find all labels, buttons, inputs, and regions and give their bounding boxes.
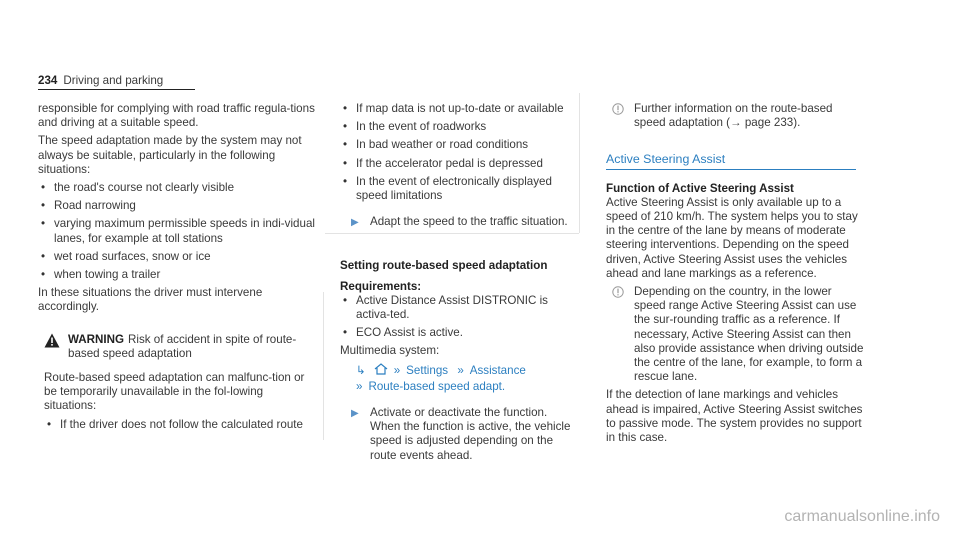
warning-divider [323, 292, 324, 440]
list-item: • when towing a trailer [38, 268, 318, 282]
page-number: 234 [38, 74, 58, 87]
action-step [340, 215, 580, 229]
warning-title: WARNING [68, 332, 125, 346]
paragraph: Active Steering Assist is only available up to a speed of 210 km/h. The system helps you to stay in the centre of the lane by means of moderate steering interventions. Depending on the speed driven, Active Steering Assist uses the vehicles ahead and lane markings as a reference. [606, 195, 858, 280]
function-title: Function of Active Steering Assist [606, 181, 794, 195]
header-rule [38, 89, 195, 90]
action-arrow-icon: ▶ [351, 408, 359, 420]
list-item: • the road's course not clearly visible [38, 181, 318, 195]
menu-settings: Settings [406, 363, 449, 377]
list-item: • In bad weather or road conditions [340, 138, 580, 152]
menu-assistance: Assistance [469, 363, 526, 377]
conditions-divider [579, 93, 580, 233]
requirements-title: Requirements: [340, 279, 422, 293]
section-title: Driving and parking [63, 74, 164, 87]
warning-triangle-icon [44, 333, 60, 348]
action-detail: When the function is active, the vehicle speed is adjusted depending on the route events ahead. [370, 420, 571, 462]
list-item: • wet road surfaces, snow or ice [38, 250, 318, 264]
paragraph: The speed adaptation made by the system may not always be suitable, particularly in the following situations: [38, 134, 302, 176]
paragraph: responsible for complying with road traffic regula-tions and driving at a suitable speed. [38, 102, 315, 130]
warning-body [38, 371, 318, 432]
list-item: • varying maximum permissible speeds in indi-vidual lanes, for example at toll stations [38, 217, 318, 245]
note [606, 285, 864, 384]
subheading: Setting route-based speed adaptation [340, 259, 548, 273]
menu-route: Route-based speed adapt. [368, 379, 506, 393]
list-item: • Road narrowing [38, 199, 318, 213]
watermark: carmanualsonline.info [784, 508, 940, 525]
list-item: • ECO Assist is active. [340, 326, 580, 340]
conditions-rule [325, 233, 579, 234]
chevron-icon: » [393, 363, 401, 377]
note-text: Further information on the route-based speed adaptation (→ page 233). [634, 102, 833, 130]
column-2 [340, 102, 580, 463]
info-icon [612, 103, 624, 115]
list-item: • If the accelerator pedal is depressed [340, 157, 580, 171]
note-text: Depending on the country, in the lower speed range Active Steering Assist can use the sur-rounding traffic as a reference. If necessary, Active Steering Assist can then also provide assistance when driving outside the centre of the lane, for example, to form a rescue lane. [634, 285, 864, 384]
home-icon [374, 363, 388, 375]
list-item: • Active Distance Assist DISTRONIC is activa-ted. [340, 294, 580, 322]
list-item: • In the event of electronically displayed speed limitations [340, 175, 580, 203]
paragraph: Multimedia system: [340, 344, 440, 358]
warning-list [44, 418, 318, 432]
list-item: • If map data is not up-to-date or available [340, 102, 580, 116]
warning-header [38, 333, 318, 361]
menu-path [340, 363, 580, 378]
conditions-box [340, 102, 580, 237]
action-step [340, 406, 580, 463]
column-3 [606, 102, 864, 449]
paragraph: Route-based speed adaptation can malfunc-tion or be temporarily unavailable in the fol-lowing situations: [44, 371, 305, 413]
menu-path [340, 380, 580, 394]
menu-arrow-icon: ↳ [356, 363, 366, 377]
warning-headline: Risk of accident in spite of route-based speed adaptation [68, 332, 297, 360]
column-1 [38, 102, 318, 440]
paragraph: If the detection of lane markings and vehicles ahead is impaired, Active Steering Assist switches to passive mode. The system provides no support in this case. [606, 388, 863, 445]
conditions-list [340, 102, 580, 203]
paragraph: In these situations the driver must intervene accordingly. [38, 286, 263, 314]
list-item: • If the driver does not follow the calculated route [44, 418, 318, 432]
chevron-icon: » [356, 379, 363, 393]
list-item: • In the event of roadworks [340, 120, 580, 134]
chevron-icon: » [457, 363, 464, 377]
situation-list [38, 181, 318, 282]
section-heading: Active Steering Assist [606, 152, 856, 169]
requirements-list [340, 294, 580, 341]
action-text: Activate or deactivate the function. [370, 406, 548, 420]
page-header [38, 74, 195, 89]
action-text: Adapt the speed to the traffic situation. [370, 215, 568, 229]
note [606, 102, 864, 130]
warning-box [38, 329, 318, 440]
info-icon [612, 286, 624, 298]
action-arrow-icon: ▶ [351, 217, 359, 229]
